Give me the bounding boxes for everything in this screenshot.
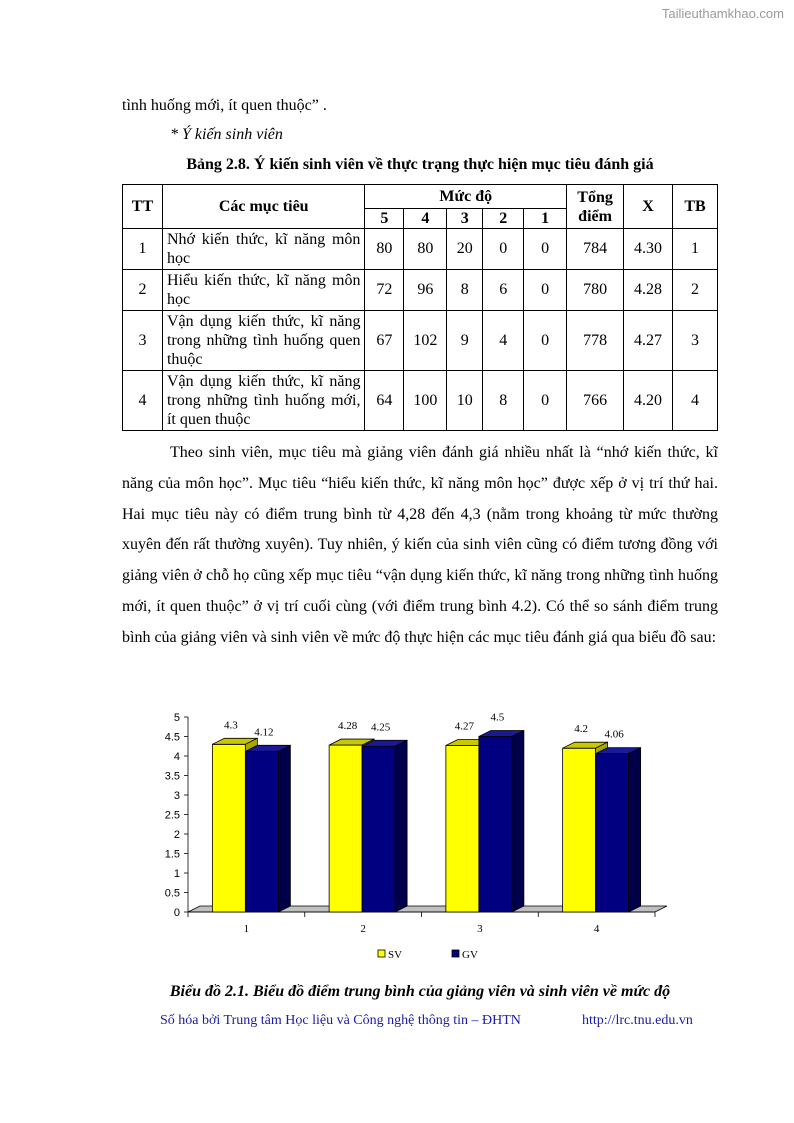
cell-tb: 3 xyxy=(672,311,717,371)
sv-bar-front xyxy=(212,744,245,912)
y-tick-label: 1.5 xyxy=(164,848,180,861)
cell-v2: 0 xyxy=(483,229,524,270)
cell-tong: 784 xyxy=(567,229,624,270)
gv-data-label: 4.25 xyxy=(371,721,391,734)
table-row xyxy=(123,229,718,270)
cell-tong: 780 xyxy=(567,270,624,311)
header-muc-tieu: Các mục tiêu xyxy=(162,185,364,229)
body-paragraph xyxy=(122,438,718,654)
header-level: 4 xyxy=(404,209,447,229)
sv-data-label: 4.2 xyxy=(574,723,588,736)
cell-tb: 4 xyxy=(672,371,717,431)
cell-v5: 72 xyxy=(365,270,404,311)
gv-bar-side xyxy=(512,731,524,913)
cell-tb: 2 xyxy=(672,270,717,311)
cell-v1: 0 xyxy=(524,229,567,270)
x-tick-label: 4 xyxy=(593,923,600,935)
cell-x: 4.28 xyxy=(624,270,673,311)
x-tick-label: 1 xyxy=(243,923,250,935)
table-title: Bảng 2.8. Ý kiến sinh viên về thực trạng thực hiện mục tiêu đánh giá xyxy=(186,156,654,173)
sv-bar-front xyxy=(446,745,479,912)
chart-caption: Biểu đồ 2.1. Biểu đồ điểm trung bình của giảng viên và sinh viên về mức độ xyxy=(169,983,671,1000)
gv-bar-side xyxy=(395,740,407,912)
cell-v2: 6 xyxy=(483,270,524,311)
y-tick-label: 3 xyxy=(173,790,180,802)
cell-tt: 2 xyxy=(123,270,163,311)
cell-v5: 67 xyxy=(365,311,404,371)
header-level: 1 xyxy=(524,209,567,229)
gv-data-label: 4.06 xyxy=(604,728,624,741)
y-tick-label: 2 xyxy=(173,829,180,841)
sv-bar-front xyxy=(329,745,362,912)
sv-data-label: 4.3 xyxy=(224,719,238,732)
sv-bar-front xyxy=(563,748,596,912)
paragraph-text: Theo sinh viên, mục tiêu mà giảng viên đánh giá nhiều nhất là “nhớ kiến thức, kĩ năng của môn học”. Mục tiêu “hiểu kiến thức, kĩ năng môn học” được xếp ở vị trí thứ hai. Hai mục tiêu này có điểm trung bình từ 4,28 đến 4,3 (nằm trong khoảng từ mức thường xuyên đến rất thường xuyên). Tuy nhiên, ý kiến của sinh viên cũng có điểm tương đồng với giảng viên ở chỗ họ cũng xếp mục tiêu “vận dụng kiến thức, kĩ năng trong những tình huống mới, ít quen thuộc” ở vị trí cuối cùng (với điểm trung bình 4.2). Có thể so sánh điểm trung bình của giảng viên và sinh viên về mức độ thực hiện các mục tiêu đánh giá qua biểu đồ sau: xyxy=(122,444,718,646)
cell-v3: 20 xyxy=(447,229,483,270)
gv-data-label: 4.5 xyxy=(490,711,505,724)
legend-gv-label: GV xyxy=(462,949,478,961)
cell-v3: 8 xyxy=(447,270,483,311)
y-tick-label: 0.5 xyxy=(164,887,180,900)
cell-v1: 0 xyxy=(524,311,567,371)
cell-muc-tieu: Vận dụng kiến thức, kĩ năng trong những tình huống mới, ít quen thuộc xyxy=(162,371,364,431)
header-tong-diem: Tổng điểm xyxy=(567,185,624,229)
bar-chart xyxy=(150,700,680,980)
y-tick-label: 3.5 xyxy=(164,770,180,783)
cell-muc-tieu: Vận dụng kiến thức, kĩ năng trong những tình huống quen thuộc xyxy=(162,311,364,371)
intro-line: tình huống mới, ít quen thuộc” . xyxy=(122,97,327,114)
footer-link[interactable]: http://lrc.tnu.edu.vn xyxy=(582,1013,693,1028)
cell-tt: 4 xyxy=(123,371,163,431)
legend-sv-swatch xyxy=(378,950,385,957)
table-row xyxy=(123,270,718,311)
cell-tt: 3 xyxy=(123,311,163,371)
watermark: Tailieuthamkhao.com xyxy=(661,6,784,21)
header-x: X xyxy=(624,185,673,229)
cell-muc-tieu: Nhớ kiến thức, kĩ năng môn học xyxy=(162,229,364,270)
y-tick-label: 1 xyxy=(173,868,180,880)
sv-data-label: 4.27 xyxy=(454,720,474,733)
cell-v5: 80 xyxy=(365,229,404,270)
cell-v2: 4 xyxy=(483,311,524,371)
y-tick-label: 2.5 xyxy=(164,809,180,822)
x-tick-label: 2 xyxy=(360,923,366,935)
header-tt: TT xyxy=(123,185,163,229)
cell-x: 4.27 xyxy=(624,311,673,371)
header-level: 3 xyxy=(447,209,483,229)
cell-v4: 96 xyxy=(404,270,447,311)
table-row xyxy=(123,371,718,431)
cell-tong: 766 xyxy=(567,371,624,431)
gv-bar-side xyxy=(629,748,641,912)
cell-v4: 80 xyxy=(404,229,447,270)
cell-tb: 1 xyxy=(672,229,717,270)
y-tick-label: 4 xyxy=(173,751,180,763)
cell-x: 4.30 xyxy=(624,229,673,270)
cell-v5: 64 xyxy=(365,371,404,431)
cell-v1: 0 xyxy=(524,270,567,311)
legend-gv-swatch xyxy=(452,950,459,957)
cell-v3: 9 xyxy=(447,311,483,371)
gv-bar-front xyxy=(479,737,512,913)
cell-x: 4.20 xyxy=(624,371,673,431)
header-level: 2 xyxy=(483,209,524,229)
y-tick-label: 4.5 xyxy=(164,731,180,744)
cell-muc-tieu: Hiểu kiến thức, kĩ năng môn học xyxy=(162,270,364,311)
y-tick-label: 0 xyxy=(173,907,180,919)
y-tick-label: 5 xyxy=(173,712,180,724)
cell-v4: 100 xyxy=(404,371,447,431)
cell-v1: 0 xyxy=(524,371,567,431)
gv-bar-front xyxy=(596,754,629,912)
cell-v4: 102 xyxy=(404,311,447,371)
gv-bar-front xyxy=(362,746,395,912)
cell-v3: 10 xyxy=(447,371,483,431)
table-row xyxy=(123,311,718,371)
sv-data-label: 4.28 xyxy=(338,720,358,733)
legend-sv-label: SV xyxy=(388,949,403,961)
cell-tong: 778 xyxy=(567,311,624,371)
gv-bar-side xyxy=(278,745,290,912)
objectives-table xyxy=(122,184,718,431)
gv-data-label: 4.12 xyxy=(254,726,274,739)
x-tick-label: 3 xyxy=(477,923,483,935)
header-tb: TB xyxy=(672,185,717,229)
header-level: 5 xyxy=(365,209,404,229)
section-heading: * Ý kiến sinh viên xyxy=(170,126,283,143)
header-muc-do: Mức độ xyxy=(365,185,567,209)
gv-bar-front xyxy=(245,751,278,912)
footer-left: Số hóa bởi Trung tâm Học liệu và Công nghệ thông tin – ĐHTN xyxy=(160,1013,521,1028)
cell-tt: 1 xyxy=(123,229,163,270)
cell-v2: 8 xyxy=(483,371,524,431)
